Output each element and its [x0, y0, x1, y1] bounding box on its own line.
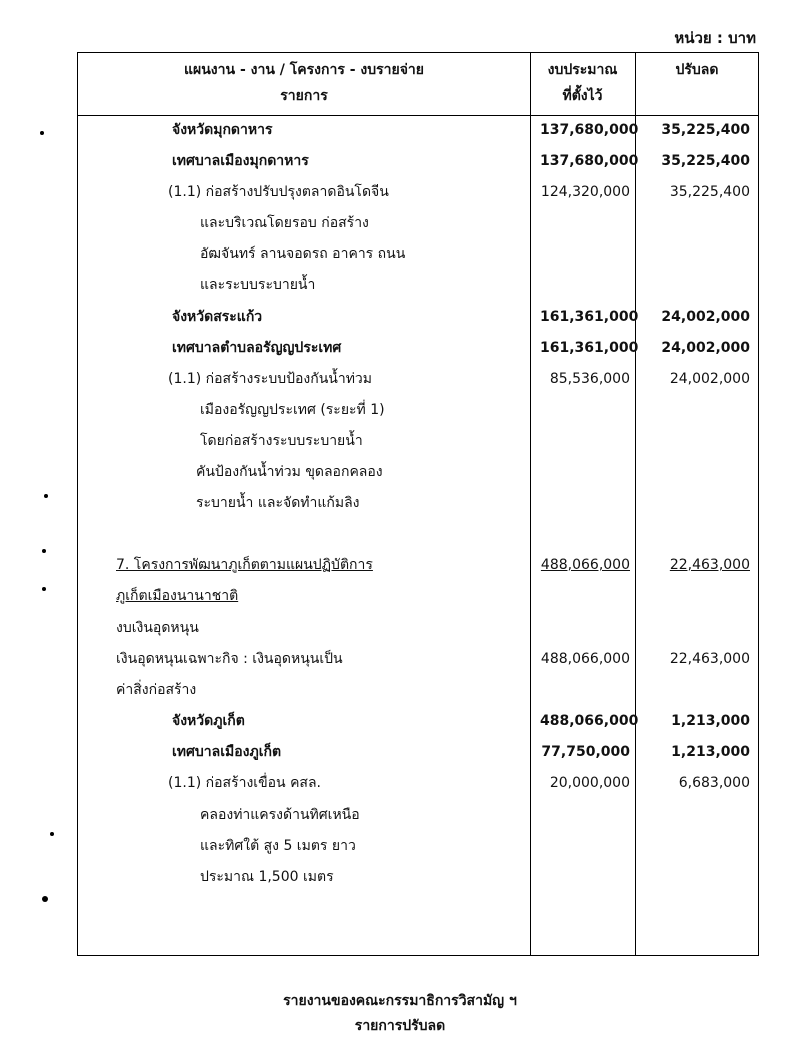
- table-row: [0, 302, 800, 333]
- row-desc: งบเงินอุดหนุน: [116, 620, 199, 636]
- header-plan: [78, 57, 530, 109]
- row-desc: และทิศใต้ สูง 5 เมตร ยาว: [200, 838, 356, 854]
- table-row: [0, 644, 800, 675]
- header-plan-line1: แผนงาน - งาน / โครงการ - งบรายจ่าย: [184, 62, 424, 78]
- table-row: [0, 239, 800, 270]
- row-desc: และบริเวณโดยรอบ ก่อสร้าง: [200, 215, 369, 231]
- row-desc: เทศบาลเมืองมุกดาหาร: [172, 153, 309, 169]
- table-row: [0, 488, 800, 519]
- table-row: [0, 333, 800, 364]
- row-desc: โดยก่อสร้างระบบระบายน้ำ: [200, 433, 363, 449]
- row-desc: [116, 550, 373, 581]
- header-budget: [530, 57, 635, 109]
- table-row: [0, 364, 800, 395]
- row-cut: 35,225,400: [661, 122, 750, 138]
- table-row: [0, 831, 800, 862]
- table-row: [0, 737, 800, 768]
- row-budget: 161,361,000: [540, 309, 639, 325]
- scan-mark: [44, 494, 48, 498]
- row-cut: 22,463,000: [669, 557, 750, 573]
- row-cut: 35,225,400: [661, 153, 750, 169]
- row-desc: ระบายน้ำ และจัดทำแก้มลิง: [196, 495, 360, 511]
- row-desc: (1.1) ก่อสร้างปรับปรุงตลาดอินโดจีน: [168, 184, 389, 200]
- row-cut: 1,213,000: [671, 744, 750, 760]
- section-heading: 7. โครงการพัฒนาภูเก็ตตามแผนปฏิบัติการ: [116, 557, 373, 573]
- table-row: [0, 675, 800, 706]
- row-desc: อัฒจันทร์ ลานจอดรถ อาคาร ถนน: [200, 246, 406, 262]
- row-desc: (1.1) ก่อสร้างระบบป้องกันน้ำท่วม: [168, 371, 373, 387]
- row-cut: 35,225,400: [669, 184, 750, 200]
- row-desc: จังหวัดภูเก็ต: [172, 713, 245, 729]
- row-budget: 20,000,000: [549, 775, 630, 791]
- unit-label: หน่วย : บาท: [674, 29, 756, 47]
- table-row: [0, 208, 800, 239]
- row-cut: 24,002,000: [661, 309, 750, 325]
- row-desc: (1.1) ก่อสร้างเขื่อน คสล.: [168, 775, 322, 791]
- row-desc: จังหวัดมุกดาหาร: [172, 122, 273, 138]
- scan-mark: [42, 896, 48, 902]
- row-desc: เมืองอรัญญประเทศ (ระยะที่ 1): [200, 402, 385, 418]
- row-cut: 6,683,000: [678, 775, 750, 791]
- table-row: [0, 550, 800, 581]
- row-desc: และระบบระบายน้ำ: [200, 277, 316, 293]
- footer-title: รายงานของคณะกรรมาธิการวิสามัญ ฯ: [283, 993, 517, 1009]
- row-desc: เทศบาลเมืองภูเก็ต: [172, 744, 282, 760]
- table-row: [0, 115, 800, 146]
- row-desc: จังหวัดสระแก้ว: [172, 309, 263, 325]
- row-budget: 85,536,000: [549, 371, 630, 387]
- footer-subtitle: รายการปรับลด: [354, 1018, 446, 1034]
- row-budget: 488,066,000: [540, 651, 630, 667]
- table-row: [0, 706, 800, 737]
- row-budget: 488,066,000: [540, 557, 630, 573]
- row-budget: 137,680,000: [540, 122, 639, 138]
- scan-mark: [50, 832, 54, 836]
- table-row: [0, 426, 800, 457]
- row-budget: 488,066,000: [540, 713, 639, 729]
- row-budget: 124,320,000: [540, 184, 630, 200]
- row-budget: 161,361,000: [540, 340, 639, 356]
- table-row: [0, 457, 800, 488]
- row-cut: 24,002,000: [669, 371, 750, 387]
- table-row: [0, 800, 800, 831]
- scan-mark: [40, 131, 44, 135]
- row-desc: เทศบาลตำบลอรัญญประเทศ: [172, 340, 342, 356]
- scan-mark: [42, 549, 46, 553]
- row-desc: คันป้องกันน้ำท่วม ขุดลอกคลอง: [196, 464, 383, 480]
- row-cut: 1,213,000: [671, 713, 750, 729]
- row-budget: 77,750,000: [541, 744, 630, 760]
- table-row: [0, 862, 800, 893]
- header-budget-line2: ที่ตั้งไว้: [562, 88, 603, 104]
- row-cut: 24,002,000: [661, 340, 750, 356]
- scan-mark: [42, 587, 46, 591]
- header-plan-line2: รายการ: [280, 88, 328, 104]
- row-desc: คลองท่าแครงด้านทิศเหนือ: [200, 807, 360, 823]
- row-desc: ภูเก็ตเมืองนานาชาติ: [116, 588, 239, 604]
- table-row: [0, 177, 800, 208]
- row-budget: 137,680,000: [540, 153, 639, 169]
- row-cut: 22,463,000: [669, 651, 750, 667]
- row-desc: เงินอุดหนุนเฉพาะกิจ : เงินอุดหนุนเป็น: [116, 651, 343, 667]
- table-row: [0, 581, 800, 612]
- table-row: [0, 395, 800, 426]
- header-cut-label: ปรับลด: [675, 62, 719, 78]
- row-desc: ประมาณ 1,500 เมตร: [200, 869, 334, 885]
- table-row: [0, 270, 800, 301]
- table-row: [0, 146, 800, 177]
- table-row: [0, 768, 800, 799]
- header-cut: [635, 57, 759, 83]
- header-budget-line1: งบประมาณ: [547, 62, 618, 78]
- table-row: [0, 613, 800, 644]
- row-desc: ค่าสิ่งก่อสร้าง: [116, 682, 197, 698]
